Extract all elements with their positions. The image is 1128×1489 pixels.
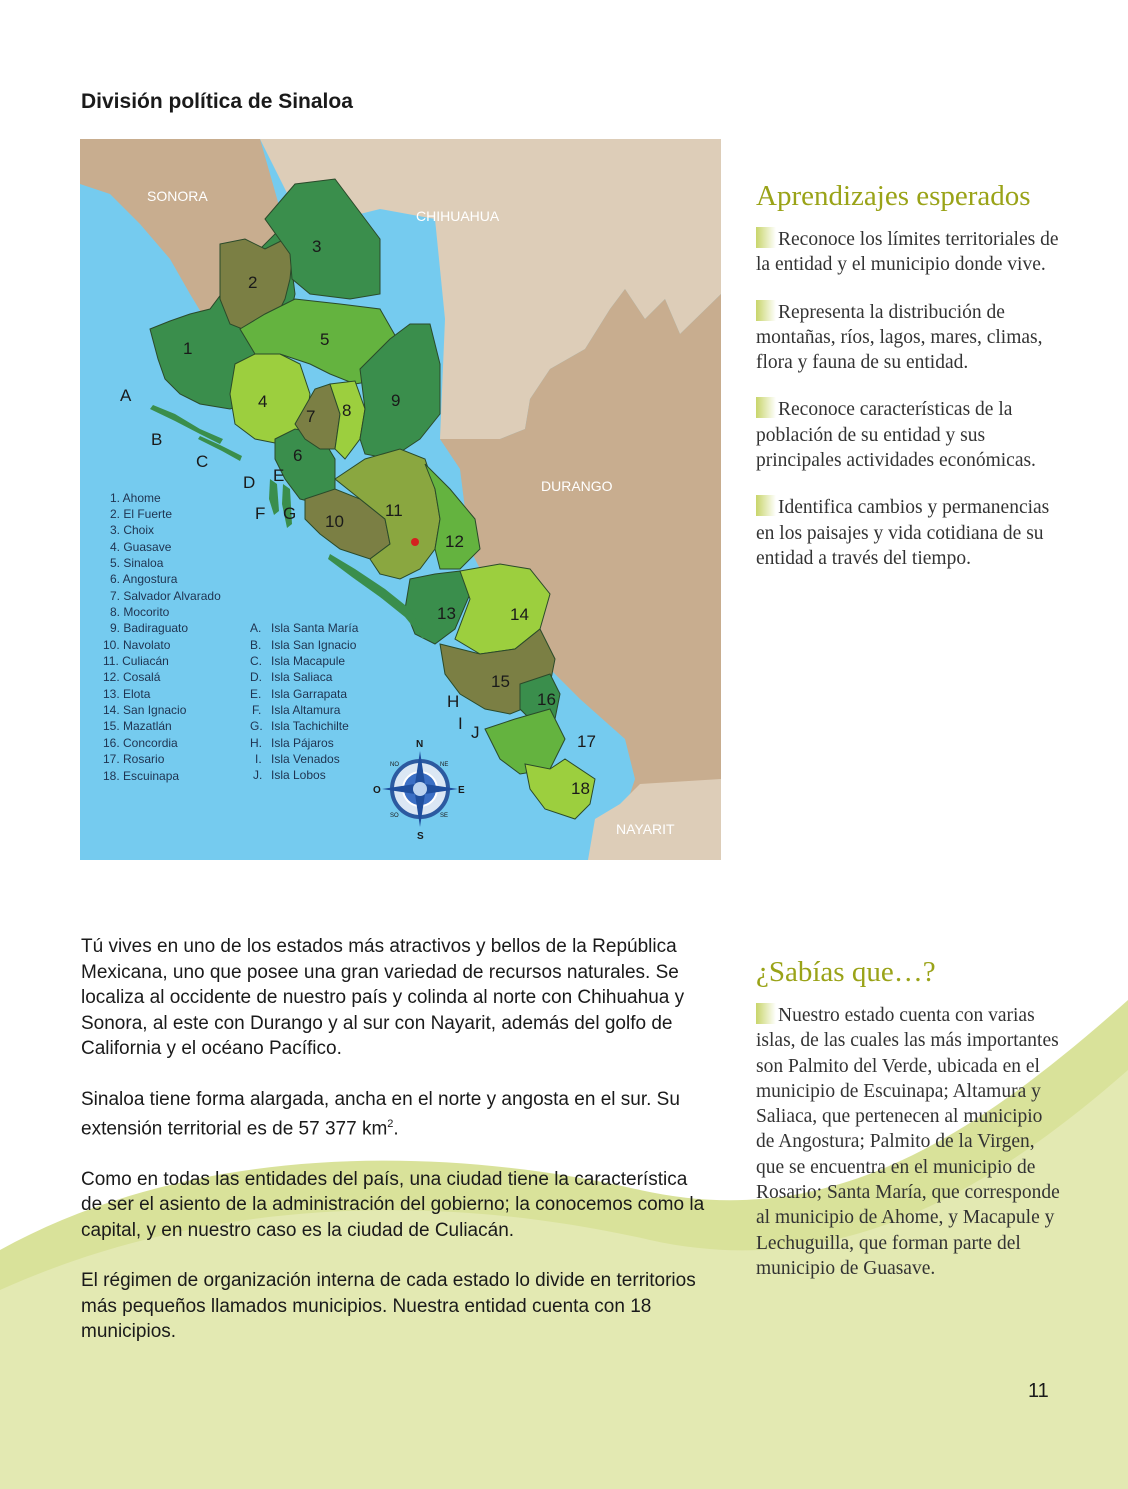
mun-num-11: 11 xyxy=(385,501,403,520)
legend-island-j-name: Isla Lobos xyxy=(271,768,326,782)
island-letter-d: D xyxy=(243,473,256,492)
legend-island-g-letter: G. xyxy=(250,719,263,733)
legend-island-e-letter: E. xyxy=(250,687,262,701)
mun-num-14: 14 xyxy=(510,605,529,624)
sinaloa-map xyxy=(80,139,721,860)
mun-num-16: 16 xyxy=(537,690,556,709)
body-paragraph-2-text: Sinaloa tiene forma alargada, ancha en el norte y angosta en el sur. Su extensión territorial es de 57 377 km xyxy=(81,1088,680,1140)
legend-mun-4: 4. Guasave xyxy=(110,540,172,554)
legend-island-i-name: Isla Venados xyxy=(271,752,340,766)
mun-num-3: 3 xyxy=(312,237,322,256)
sabias-panel xyxy=(756,956,1061,1303)
aprendizaje-item xyxy=(756,300,1061,376)
legend-mun-6: 6. Angostura xyxy=(110,572,178,586)
legend-mun-8: 8. Mocorito xyxy=(110,605,170,619)
compass-so: SO xyxy=(390,813,399,819)
culiacan-capital-dot xyxy=(411,538,419,546)
nayarit-label: NAYARIT xyxy=(616,821,675,837)
legend-island-g-name: Isla Tachichilte xyxy=(271,719,349,733)
island-letter-e: E xyxy=(273,466,285,485)
legend-island-h-letter: H. xyxy=(250,736,262,750)
legend-island-d-name: Isla Saliaca xyxy=(271,670,333,684)
mun-num-18: 18 xyxy=(571,779,590,798)
legend-island-e-name: Isla Garrapata xyxy=(271,687,348,701)
legend-mun-13: 13. Elota xyxy=(103,687,151,701)
legend-mun-3: 3. Choix xyxy=(110,523,155,537)
mun-num-8: 8 xyxy=(342,401,352,420)
chihuahua-label: CHIHUAHUA xyxy=(416,208,500,224)
bullet-bar-icon xyxy=(756,495,776,516)
aprendizaje-text: Reconoce los límites territoriales de la entidad y el municipio donde vive. xyxy=(756,229,1059,276)
mun-num-17: 17 xyxy=(577,732,596,751)
aprendizajes-panel xyxy=(756,180,1061,593)
mun-num-7: 7 xyxy=(306,407,316,426)
legend-island-j-letter: J. xyxy=(253,768,263,782)
legend-island-h-name: Isla Pájaros xyxy=(271,736,334,750)
aprendizaje-text: Representa la distribución de montañas, ríos, lagos, mares, climas, flora y fauna de su entidad. xyxy=(756,301,1043,374)
island-letter-i: I xyxy=(458,714,463,733)
mun-num-9: 9 xyxy=(391,391,401,410)
legend-mun-2: 2. El Fuerte xyxy=(110,507,173,521)
sabias-text: Nuestro estado cuenta con varias islas, de las cuales las más importantes son Palmito del Verde, ubicada en el municipio de Escuinapa; Altamura y Saliaca, que pertenecen al municipio de Angostura; Palmito de la Virgen, que se encuentra en el municipio de Rosario; Santa María, que corresponde al municipio de Ahome, y Macapule y Lechuguilla, que forman parte del municipio de Guasave. xyxy=(756,1005,1060,1279)
compass-no: NO xyxy=(390,762,399,768)
aprendizaje-item xyxy=(756,397,1061,473)
sabias-title: ¿Sabías que…? xyxy=(756,956,936,988)
km-squared-superscript: 2 xyxy=(387,1118,394,1130)
legend-island-a-letter: A. xyxy=(250,621,262,635)
legend-mun-5: 5. Sinaloa xyxy=(110,556,164,570)
mun-num-4: 4 xyxy=(258,392,268,411)
aprendizajes-title: Aprendizajes esperados xyxy=(756,180,1031,212)
legend-mun-16: 16. Concordia xyxy=(103,736,178,750)
mun-num-10: 10 xyxy=(325,512,344,531)
legend-island-a-name: Isla Santa María xyxy=(271,621,359,635)
island-letter-h: H xyxy=(447,692,460,711)
durango-label: DURANGO xyxy=(541,478,613,494)
compass-e: E xyxy=(458,785,465,796)
island-letter-g: G xyxy=(283,504,297,523)
mun-num-15: 15 xyxy=(491,672,510,691)
legend-island-b-name: Isla San Ignacio xyxy=(271,638,357,652)
legend-island-f-name: Isla Altamura xyxy=(271,703,341,717)
mun-num-12: 12 xyxy=(445,532,464,551)
island-letter-c: C xyxy=(196,452,209,471)
bullet-bar-icon xyxy=(756,227,776,248)
aprendizaje-text: Reconoce características de la población de su entidad y sus principales actividades económicas. xyxy=(756,399,1036,472)
compass-ne: NE xyxy=(440,762,449,768)
bullet-bar-icon xyxy=(756,300,776,321)
island-letter-a: A xyxy=(120,386,132,405)
legend-mun-11: 11. Culiacán xyxy=(103,654,169,668)
legend-island-i-letter: I. xyxy=(255,752,262,766)
mun-num-6: 6 xyxy=(293,446,303,465)
legend-mun-12: 12. Cosalá xyxy=(103,670,161,684)
aprendizaje-item xyxy=(756,495,1061,571)
bullet-bar-icon xyxy=(756,397,776,418)
legend-mun-7: 7. Salvador Alvarado xyxy=(110,589,221,603)
mun-num-5: 5 xyxy=(320,330,330,349)
compass-n: N xyxy=(416,739,424,750)
page-number: 11 xyxy=(1028,1380,1049,1402)
mun-num-2: 2 xyxy=(248,273,258,292)
body-text xyxy=(81,934,709,1370)
legend-island-b-letter: B. xyxy=(250,638,262,652)
legend-mun-15: 15. Mazatlán xyxy=(103,719,172,733)
compass-o: O xyxy=(373,785,381,796)
body-paragraph-2 xyxy=(81,1087,709,1142)
sonora-label: SONORA xyxy=(147,188,208,204)
mun-num-13: 13 xyxy=(437,604,456,623)
body-paragraph-1: Tú vives en uno de los estados más atractivos y bellos de la República Mexicana, uno que posee una gran variedad de recursos naturales. Se localiza al occidente de nuestro país y colinda al norte con Chihuahua y Sonora, al este con Durango y al sur con Nayarit, además del golfo de California y el océano Pacífico. xyxy=(81,936,685,1059)
legend-mun-9: 9. Badiraguato xyxy=(110,621,189,635)
aprendizaje-item xyxy=(756,227,1061,278)
compass-se: SE xyxy=(440,813,449,819)
legend-island-c-letter: C. xyxy=(250,654,262,668)
legend-island-f-letter: F. xyxy=(252,703,262,717)
island-letter-f: F xyxy=(255,504,266,523)
aprendizaje-text: Identifica cambios y permanencias en los paisajes y vida cotidiana de su entidad a través del tiempo. xyxy=(756,497,1050,569)
legend-mun-1: 1. Ahome xyxy=(110,491,161,505)
body-paragraph-3: Como en todas las entidades del país, una ciudad tiene la característica de ser el asiento de la administración del gobierno; la conocemos como la capital, y en nuestro caso es la ciudad de Culiacán. xyxy=(81,1168,705,1241)
page-title: División política de Sinaloa xyxy=(81,90,353,113)
body-paragraph-4: El régimen de organización interna de cada estado lo divide en territorios más pequeños llamados municipios. Nuestra entidad cuenta con 18 municipios. xyxy=(81,1270,696,1343)
legend-mun-14: 14. San Ignacio xyxy=(103,703,187,717)
legend-mun-10: 10. Navolato xyxy=(103,638,171,652)
compass-center xyxy=(413,782,427,796)
legend-island-c-name: Isla Macapule xyxy=(271,654,346,668)
sabias-item xyxy=(756,1003,1061,1281)
island-letter-b: B xyxy=(151,430,163,449)
mun-num-1: 1 xyxy=(183,339,193,358)
island-letter-j: J xyxy=(471,723,480,742)
legend-island-d-letter: D. xyxy=(250,670,262,684)
legend-mun-17: 17. Rosario xyxy=(103,752,165,766)
compass-s: S xyxy=(417,831,424,842)
bullet-bar-icon xyxy=(756,1003,776,1024)
legend-mun-18: 18. Escuinapa xyxy=(103,769,180,783)
body-paragraph-2-end: . xyxy=(393,1118,399,1140)
